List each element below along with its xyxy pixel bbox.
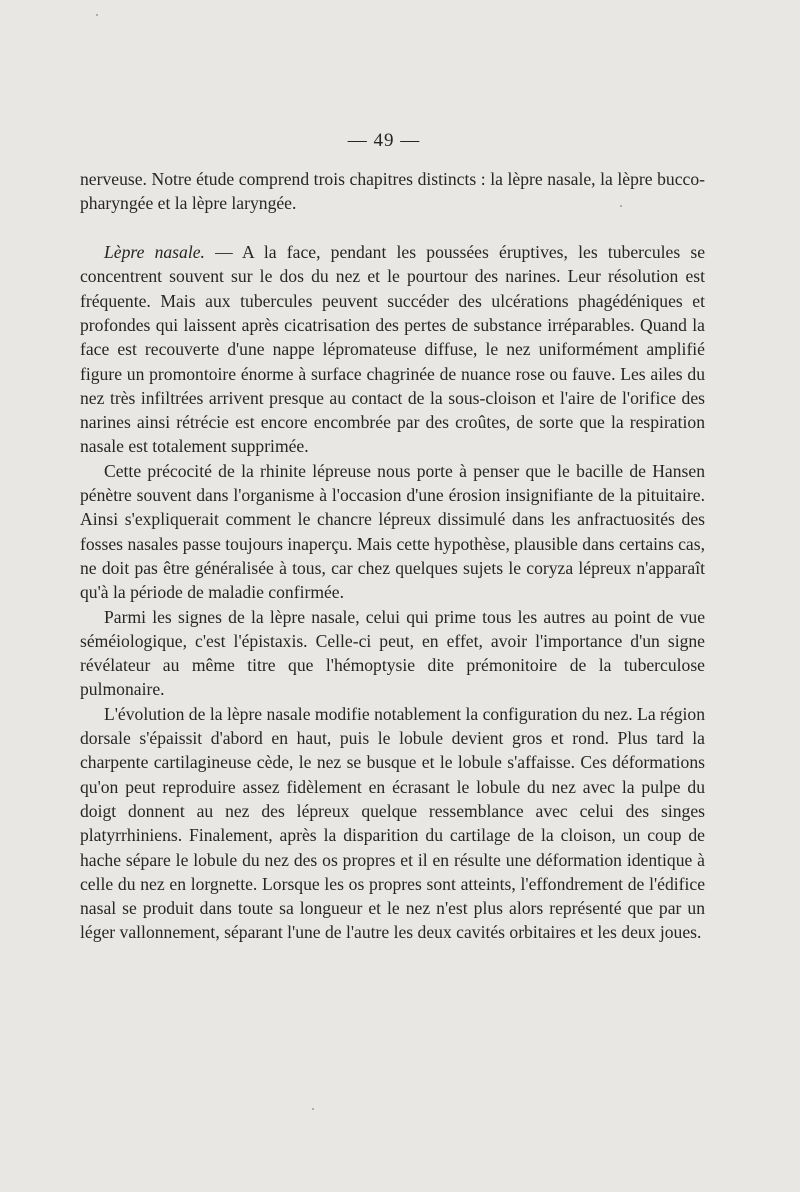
paragraph-continuation: nerveuse. Notre étude comprend trois chapitres distincts : la lèpre nasale, la lèpre bucco-pharyngée et la lèpre laryngée. — [80, 169, 705, 214]
paragraph-epistaxis: Parmi les signes de la lèpre nasale, celui qui prime tous les autres au point de vue séméiologique, c'est l'épistaxis. Celle-ci peut, en effet, avoir l'importance d'un signe révélateur au même titre que l'hémoptysie dite prémonitoire de la tuberculose pulmonaire. — [80, 606, 705, 700]
paragraph-text: — A la face, pendant les poussées éruptives, les tubercules se concentrent souvent sur le dos du nez et le pourtour des narines. Leur résolution est fréquente. Mais aux tubercules peuvent succéder des ulcérations phagédéniques et profondes qui laissent après cicatrisation des pertes de substance irréparables. Quand la face est recouverte d'une nappe lépromateuse diffuse, le nez uniformément amplifié figure un promontoire énorme à surface chagrinée de nuance rose ou fauve. Les ailes du nez très infiltrées arrivent presque au contact de la sous-cloison et l'aire de l'orifice des narines ainsi rétrécie est encore encombrée par des croûtes, de sorte que la respiration nasale est totalement supprimée. — [80, 242, 706, 457]
paragraph-lepre-nasale — [80, 240, 705, 459]
paragraph-evolution: L'évolution de la lèpre nasale modifie notablement la configuration du nez. La région dorsale s'épaissit d'abord en haut, puis le lobule devient gros et rond. Plus tard la charpente cartilagineuse cède, le nez se busque et le lobule s'affaisse. Ces déformations qu'on peut reproduire assez fidèlement en écrasant le lobule du nez avec la pulpe du doigt donnent au nez des lépreux quelque ressemblance avec celui des singes platyrrhiniens. Finalement, après la disparition du cartilage de la cloison, un coup de hache sépare le lobule du nez des os propres et il en résulte une déformation identique à celle du nez en lorgnette. Lorsque les os propres sont atteints, l'effondrement de l'édifice nasal se produit dans toute sa longueur et le nez n'est plus alors représenté que par un léger vallonnement, séparant l'une de l'autre les deux cavités orbitaires et les deux joues. — [80, 703, 705, 943]
page-number: — 49 — — [347, 130, 421, 151]
paper-speck — [620, 205, 622, 207]
paper-speck — [312, 1108, 314, 1110]
paper-speck — [96, 14, 98, 16]
paragraph-rhinite: Cette précocité de la rhinite lépreuse nous porte à penser que le bacille de Hansen pénètre souvent dans l'organisme à l'occasion d'une érosion insignifiante de la pituitaire. Ainsi s'expliquerait comment le chancre lépreux dissimulé dans les anfractuosités des fosses nasales passe toujours inaperçu. Mais cette hypothèse, plausible dans certains cas, ne doit pas être généralisée à tous, car chez quelques sujets le coryza lépreux n'apparaît qu'à la période de maladie confirmée. — [80, 460, 705, 603]
section-heading-lepre-nasale: Lèpre nasale. — [104, 242, 205, 263]
body-text — [80, 167, 705, 945]
